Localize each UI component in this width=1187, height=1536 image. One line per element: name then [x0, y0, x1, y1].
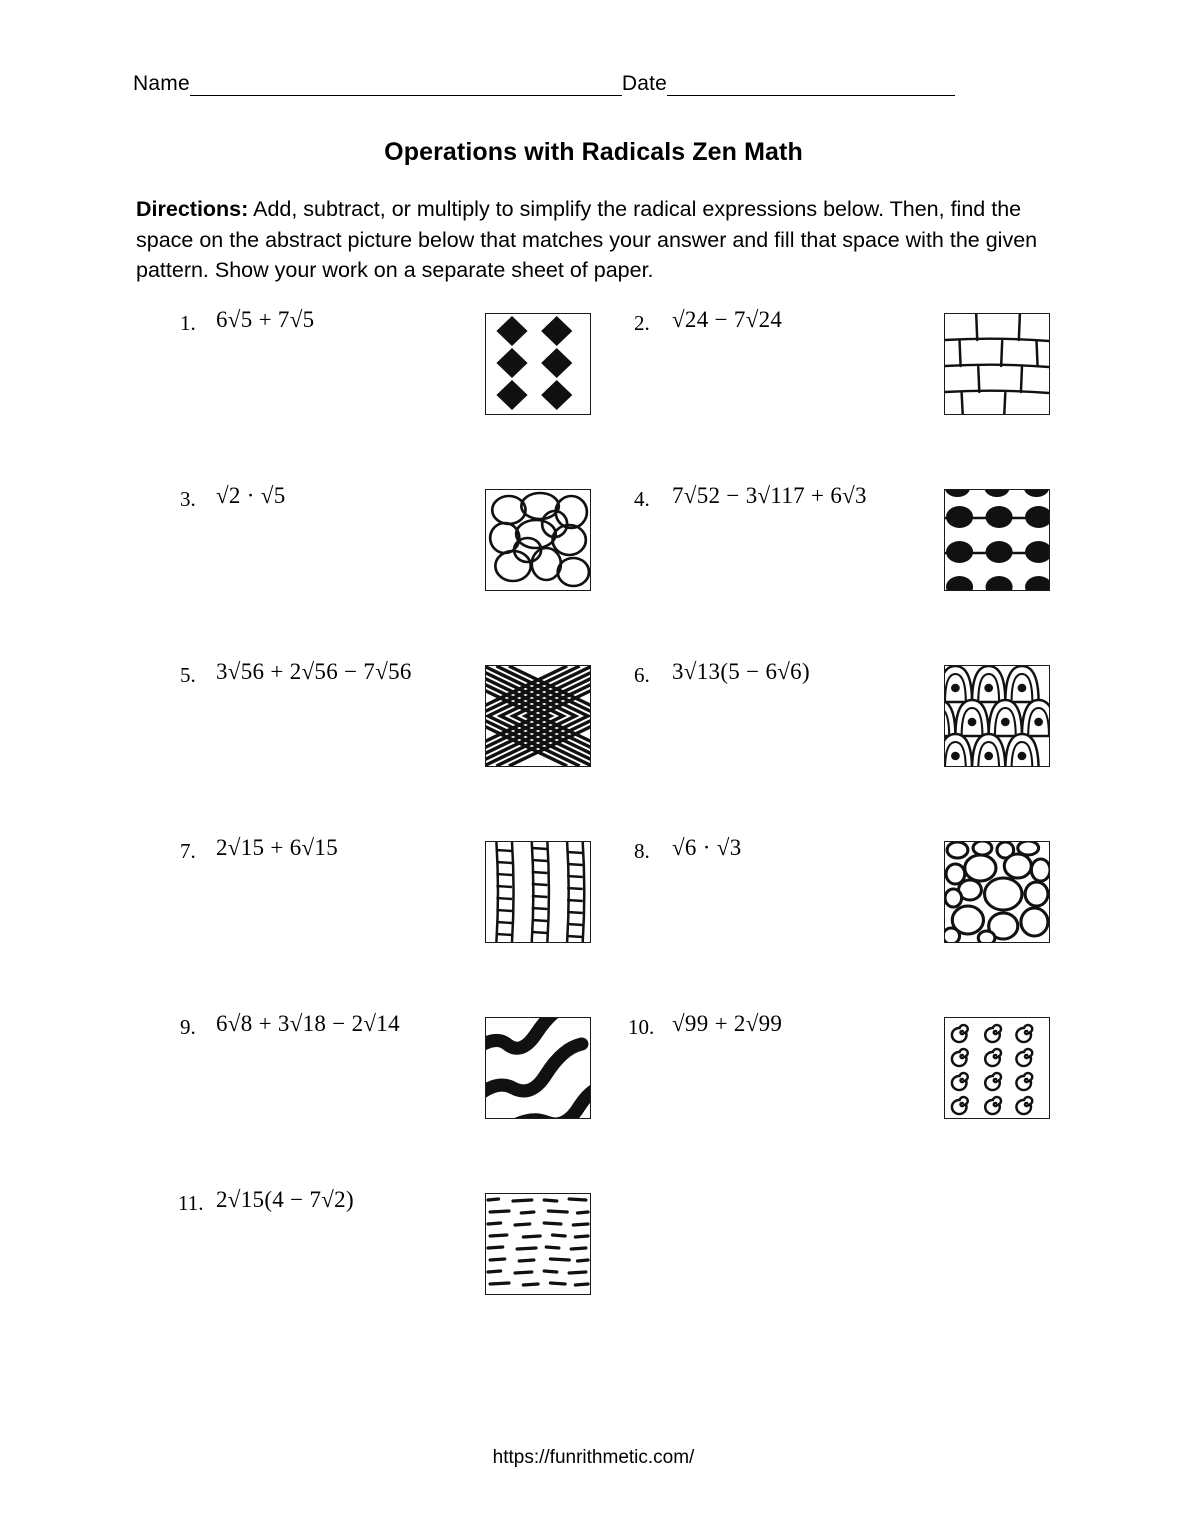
problem-item-8 [634, 833, 1054, 953]
page-title: Operations with Radicals Zen Math [384, 138, 803, 166]
problem-number: 8. [634, 839, 650, 863]
name-date-row [133, 62, 1045, 96]
problem-number: 7. [180, 839, 196, 863]
problem-expression: √24 − 7√24 [672, 307, 783, 332]
problem-number: 3. [180, 487, 196, 511]
problem-number: 10. [628, 1015, 655, 1039]
problem-item-3 [180, 481, 600, 601]
directions-paragraph [136, 194, 1046, 286]
problem-expression: √6 · √3 [672, 835, 742, 860]
overlapping-circles-pattern [485, 489, 591, 591]
problem-expression: 7√52 − 3√117 + 6√3 [672, 483, 867, 508]
pebbles-pattern [944, 841, 1050, 943]
problem-row [0, 1185, 1187, 1335]
directions-text: Add, subtract, or multiply to simplify the radical expressions below. Then, find the space on the abstract picture below that matches your answer and fill that space with the given pattern. Show your work on a separate sheet of paper. [136, 197, 1038, 283]
problem-number: 6. [634, 663, 650, 687]
problem-expression: 2√15(4 − 7√2) [216, 1187, 354, 1212]
problem-item-5 [180, 657, 600, 777]
problem-expression: 3√56 + 2√56 − 7√56 [216, 659, 412, 684]
problem-item-2 [634, 305, 1054, 425]
spirals-pattern [944, 1017, 1050, 1119]
date-label: Date [621, 72, 667, 95]
chevron-x-pattern [485, 665, 591, 767]
problem-expression: √2 · √5 [216, 483, 286, 508]
problem-number: 5. [180, 663, 196, 687]
problem-number: 4. [634, 487, 650, 511]
problem-item-9 [180, 1009, 600, 1129]
problem-number: 9. [180, 1015, 196, 1039]
name-label: Name [133, 72, 190, 95]
problem-expression: 2√15 + 6√15 [216, 835, 339, 860]
dots-on-lines-pattern [944, 489, 1050, 591]
wavy-stripes-pattern [485, 1017, 591, 1119]
problem-expression: 6√5 + 7√5 [216, 307, 315, 332]
problem-item-1 [180, 305, 600, 425]
problem-item-7 [180, 833, 600, 953]
problem-item-11 [180, 1185, 600, 1305]
directions-label: Directions: [136, 197, 249, 221]
problem-row [0, 305, 1187, 481]
problem-expression: 6√8 + 3√18 − 2√14 [216, 1011, 400, 1036]
problem-number: 2. [634, 311, 650, 335]
name-write-line[interactable] [190, 78, 622, 96]
date-write-line[interactable] [667, 78, 955, 96]
problem-row [0, 481, 1187, 657]
problems-grid [0, 305, 1187, 1335]
problem-row [0, 833, 1187, 1009]
problem-item-6 [634, 657, 1054, 777]
problem-expression: √99 + 2√99 [672, 1011, 783, 1036]
diamonds-pattern [485, 313, 591, 415]
problem-row [0, 1009, 1187, 1185]
dashes-pattern [485, 1193, 591, 1295]
peacock-scales-pattern [944, 665, 1050, 767]
problem-item-4 [634, 481, 1054, 601]
problem-number: 11. [178, 1191, 204, 1215]
bricks-pattern [944, 313, 1050, 415]
ladders-pattern [485, 841, 591, 943]
problem-number: 1. [180, 311, 196, 335]
problem-expression: 3√13(5 − 6√6) [672, 659, 810, 684]
problem-row [0, 657, 1187, 833]
problem-item-10 [628, 1009, 1054, 1129]
footer-url[interactable]: https://funrithmetic.com/ [492, 1447, 695, 1468]
